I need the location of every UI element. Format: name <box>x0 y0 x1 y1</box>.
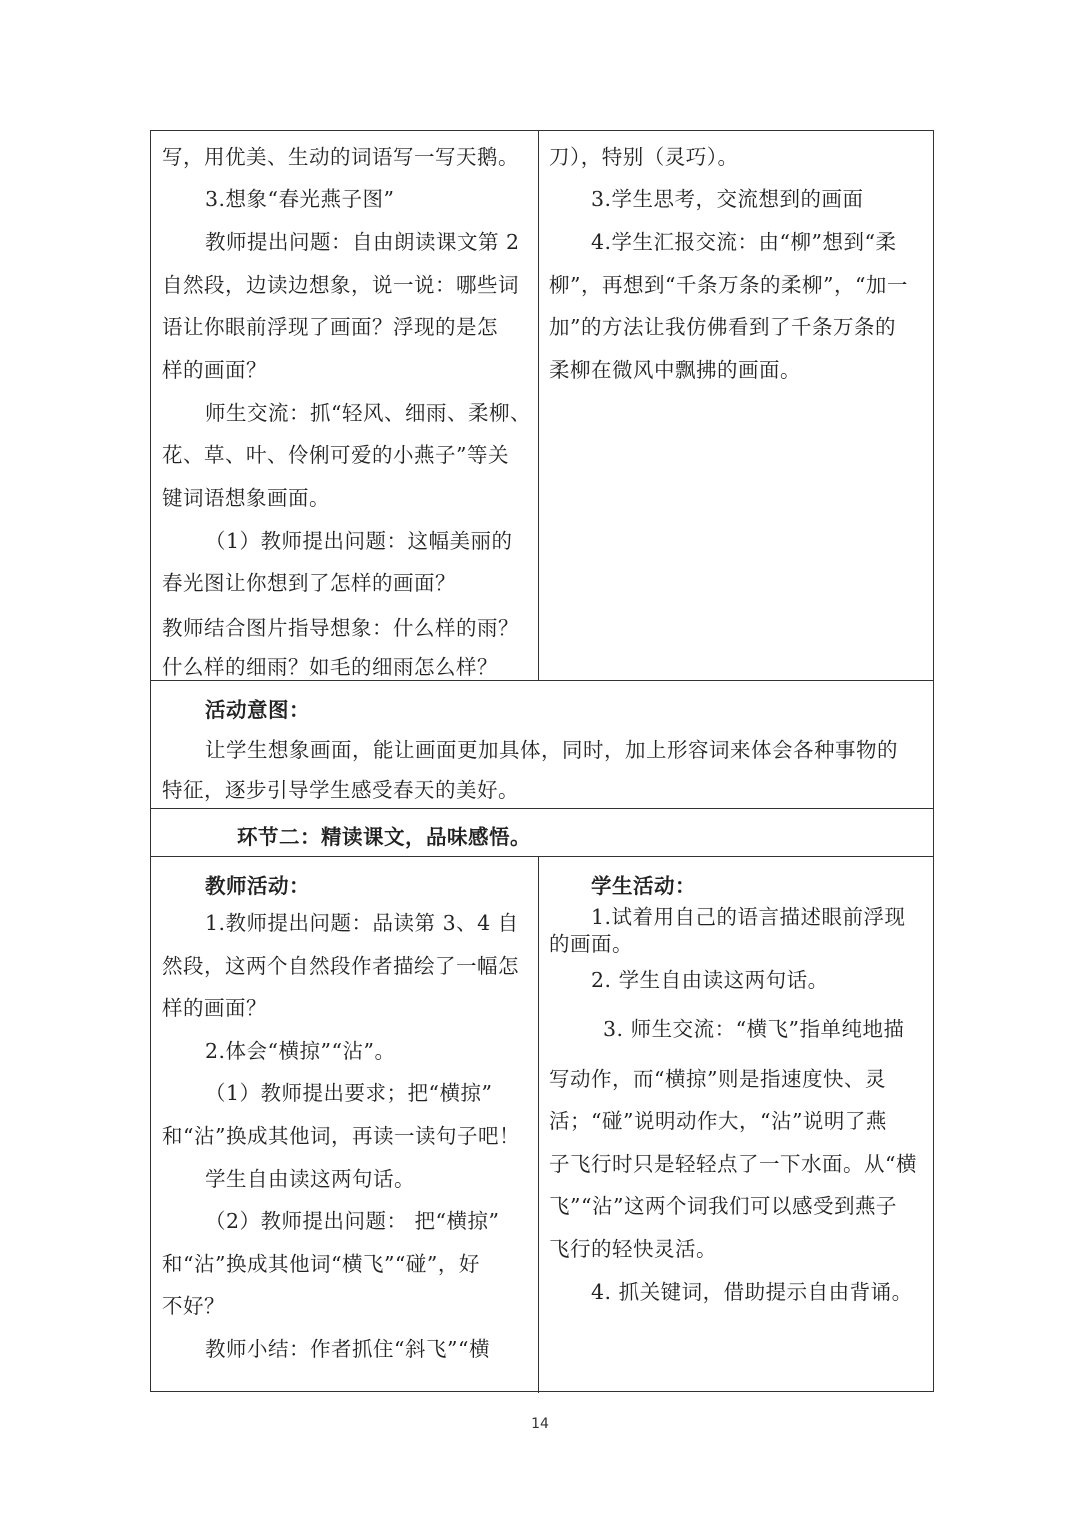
text-line: 飞”“沾”这两个词我们可以感受到燕子 <box>549 1194 897 1218</box>
text-line: 春光图让你想到了怎样的画面？ <box>162 571 456 595</box>
text-line: 飞行的轻快灵活。 <box>549 1237 717 1261</box>
text-line: （2）教师提出问题： 把“横掠” <box>205 1209 500 1233</box>
text-line: 语让你眼前浮现了画面？浮现的是怎 <box>162 315 498 339</box>
text-line: 教师结合图片指导想象：什么样的雨？ <box>162 616 519 640</box>
student-activity-title: 学生活动： <box>591 874 696 898</box>
text-line: 特征，逐步引导学生感受春天的美好。 <box>162 778 519 802</box>
teacher-activity-title: 教师活动： <box>205 874 310 898</box>
page-number: 14 <box>531 1416 549 1432</box>
text-line: 3.想象“春光燕子图” <box>205 187 395 211</box>
text-line: 刀），特别（灵巧）。 <box>549 145 739 169</box>
text-line: 2.体会“横掠”“沾”。 <box>205 1039 396 1063</box>
section-title: 环节二：精读课文，品味感悟。 <box>237 825 531 849</box>
text-line: 4. 抓关键词，借助提示自由背诵。 <box>591 1280 913 1304</box>
text-line: 然段，这两个自然段作者描绘了一幅怎 <box>162 954 519 978</box>
text-line: 写动作，而“横掠”则是指速度快、灵 <box>549 1067 886 1091</box>
text-line: 教师小结：作者抓住“斜飞”“横 <box>205 1337 490 1361</box>
text-line: （1）教师提出问题：这幅美丽的 <box>205 529 513 553</box>
text-line: 学生自由读这两句话。 <box>205 1167 415 1191</box>
text-line: 教师提出问题：自由朗读课文第 2 <box>205 230 520 254</box>
text-line: 写，用优美、生动的词语写一写天鹅。 <box>162 145 519 169</box>
text-line: 子飞行时只是轻轻点了一下水面。从“横 <box>549 1152 917 1176</box>
text-line: 2. 学生自由读这两句话。 <box>591 968 829 992</box>
text-line: 键词语想象画面。 <box>162 486 330 510</box>
top-right-cell <box>539 131 934 680</box>
text-line: 花、草、叶、伶俐可爱的小燕子”等关 <box>162 443 509 467</box>
lesson-plan-table <box>150 130 934 1392</box>
text-line: 的画面。 <box>549 932 633 956</box>
text-line: 不好？ <box>162 1294 225 1318</box>
text-line: 4.学生汇报交流：由“柳”想到“柔 <box>591 230 897 254</box>
text-line: 活；“碰”说明动作大，“沾”说明了燕 <box>549 1109 887 1133</box>
student-activity-cell <box>539 857 934 1393</box>
activity-intent-cell <box>151 681 933 808</box>
text-line: 自然段，边读边想象，说一说：哪些词 <box>162 273 519 297</box>
text-line: 让学生想象画面，能让画面更加具体，同时，加上形容词来体会各种事物的 <box>205 738 898 762</box>
text-line: 柔柳在微风中飘拂的画面。 <box>549 358 801 382</box>
text-line: 3. 师生交流：“横飞”指单纯地描 <box>603 1017 905 1041</box>
text-line: 样的画面？ <box>162 996 267 1020</box>
text-line: （1）教师提出要求；把“横掠” <box>205 1081 493 1105</box>
text-line: 加”的方法让我仿佛看到了千条万条的 <box>549 315 896 339</box>
text-line: 柳”，再想到“千条万条的柔柳”，“加一 <box>549 273 908 297</box>
text-line: 师生交流：抓“轻风、细雨、柔柳、 <box>205 401 531 425</box>
text-line: 和“沾”换成其他词“横飞”“碰”，好 <box>162 1252 480 1276</box>
text-line: 什么样的细雨？如毛的细雨怎么样？ <box>162 655 498 679</box>
section-header-cell <box>151 809 933 856</box>
text-line: 1.试着用自己的语言描述眼前浮现 <box>591 905 906 929</box>
text-line: 样的画面？ <box>162 358 267 382</box>
text-line: 3.学生思考，交流想到的画面 <box>591 187 864 211</box>
text-line: 和“沾”换成其他词，再读一读句子吧！ <box>162 1124 520 1148</box>
activity-intent-title: 活动意图： <box>205 698 310 722</box>
top-left-cell <box>151 131 538 680</box>
teacher-activity-cell <box>151 857 538 1393</box>
text-line: 1.教师提出问题：品读第 3、4 自 <box>205 911 519 935</box>
